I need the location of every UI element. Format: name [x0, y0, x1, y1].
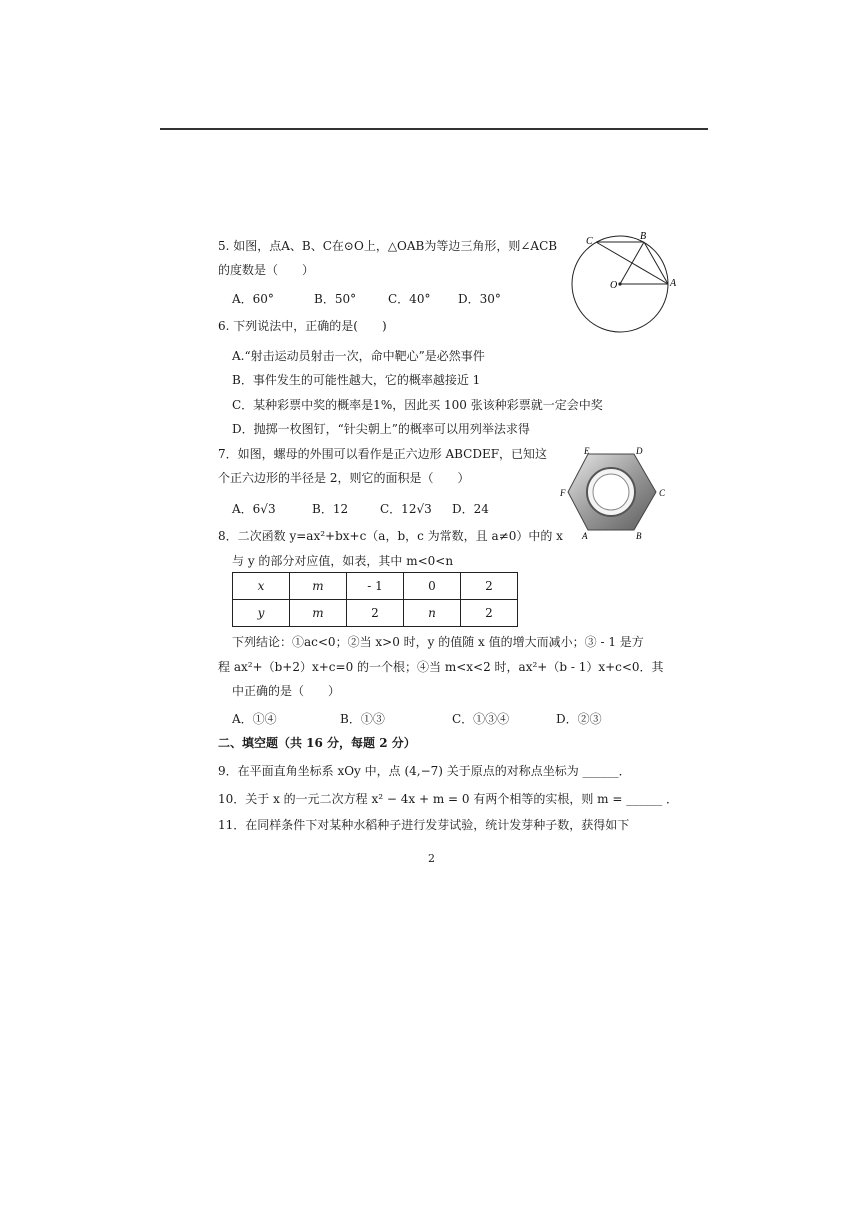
q8-value-table	[232, 572, 518, 627]
q5-option-a: A．60°	[232, 292, 274, 306]
q8-option-d: D．②③	[556, 712, 602, 726]
q5-option-d: D．30°	[458, 292, 501, 306]
page-number: 2	[428, 852, 435, 865]
q7-option-d: D．24	[452, 502, 489, 516]
q6-option-b: B．事件发生的可能性越大，它的概率越接近 1	[232, 373, 481, 387]
q5-label-b: B	[640, 231, 647, 242]
q8-line3: 下列结论：①ac<0；②当 x>0 时，y 的值随 x 值的增大而减小；③ - 1 是方	[232, 635, 644, 649]
q8-line2: 与 y 的部分对应值，如表，其中 m<0<n	[232, 554, 454, 568]
table-row	[233, 573, 518, 600]
q6-option-a: A.“射击运动员射击一次，命中靶心”是必然事件	[232, 349, 485, 363]
table-cell: x	[233, 573, 290, 600]
q8-line4: 程 ax²+（b+2）x+c=0 的一个根；④当 m<x<2 时，ax²+（b - 1）x+c<0．其	[218, 660, 664, 674]
q11-text: 11．在同样条件下对某种水稻种子进行发芽试验，统计发芽种子数，获得如下	[218, 818, 630, 832]
q7-label-c: C	[659, 488, 666, 498]
q5-line2: 的度数是（ ）	[218, 263, 315, 277]
table-cell: - 1	[347, 573, 404, 600]
table-cell: m	[290, 573, 347, 600]
table-cell: m	[290, 600, 347, 627]
q6-option-c: C．某种彩票中奖的概率是1%，因此买 100 张该种彩票就一定会中奖	[232, 398, 603, 412]
q7-hex-nut-figure	[560, 442, 670, 542]
q7-option-b: B．12	[312, 502, 349, 516]
q9-text: 9．在平面直角坐标系 xOy 中，点 (4,−7) 关于原点的对称点坐标为 ______．	[218, 764, 631, 778]
q7-line1: 7．如图，螺母的外围可以看作是正六边形 ABCDEF，已知这	[218, 447, 548, 461]
table-cell: 2	[347, 600, 404, 627]
q10-text: 10．关于 x 的一元二次方程 x² − 4x + m = 0 有两个相等的实根，则 m = ______ ．	[218, 792, 679, 806]
header-rule	[160, 128, 708, 130]
q7-label-a: A	[582, 531, 588, 541]
q5-option-c: C．40°	[388, 292, 431, 306]
q5-label-o: O	[610, 280, 618, 291]
q8-option-c: C．①③④	[452, 712, 510, 726]
q7-label-d: D	[636, 446, 643, 456]
q7-option-a: A．6√3	[232, 502, 276, 516]
q8-option-a: A．①④	[232, 712, 277, 726]
section-heading: 二、填空题（共 16 分，每题 2 分）	[218, 736, 416, 750]
q5-option-b: B．50°	[314, 292, 357, 306]
q7-label-e: E	[584, 446, 590, 456]
table-cell: 2	[461, 600, 518, 627]
q5-label-c: C	[586, 236, 593, 247]
table-cell: 2	[461, 573, 518, 600]
q7-line2: 个正六边形的半径是 2，则它的面积是（ ）	[218, 471, 470, 485]
q6-stem: 6. 下列说法中，正确的是( )	[218, 319, 387, 333]
table-cell: n	[404, 600, 461, 627]
q8-line5: 中正确的是（ ）	[232, 684, 341, 698]
q8-option-b: B．①③	[340, 712, 385, 726]
q5-circle-figure	[560, 228, 685, 358]
q7-option-c: C．12√3	[380, 502, 432, 516]
table-cell: 0	[404, 573, 461, 600]
q7-label-b: B	[636, 531, 642, 541]
q6-option-d: D．抛掷一枚图钉，“针尖朝上”的概率可以用列举法求得	[232, 422, 530, 436]
table-cell: y	[233, 600, 290, 627]
q8-line1: 8．二次函数 y=ax²+bx+c（a，b，c 为常数，且 a≠0）中的 x	[218, 529, 563, 543]
q7-label-f: F	[560, 488, 566, 498]
q5-label-a: A	[670, 278, 677, 289]
q5-line1: 5. 如图，点A、B、C在⊙O上，△OAB为等边三角形，则∠ACB	[218, 239, 558, 253]
table-row	[233, 600, 518, 627]
